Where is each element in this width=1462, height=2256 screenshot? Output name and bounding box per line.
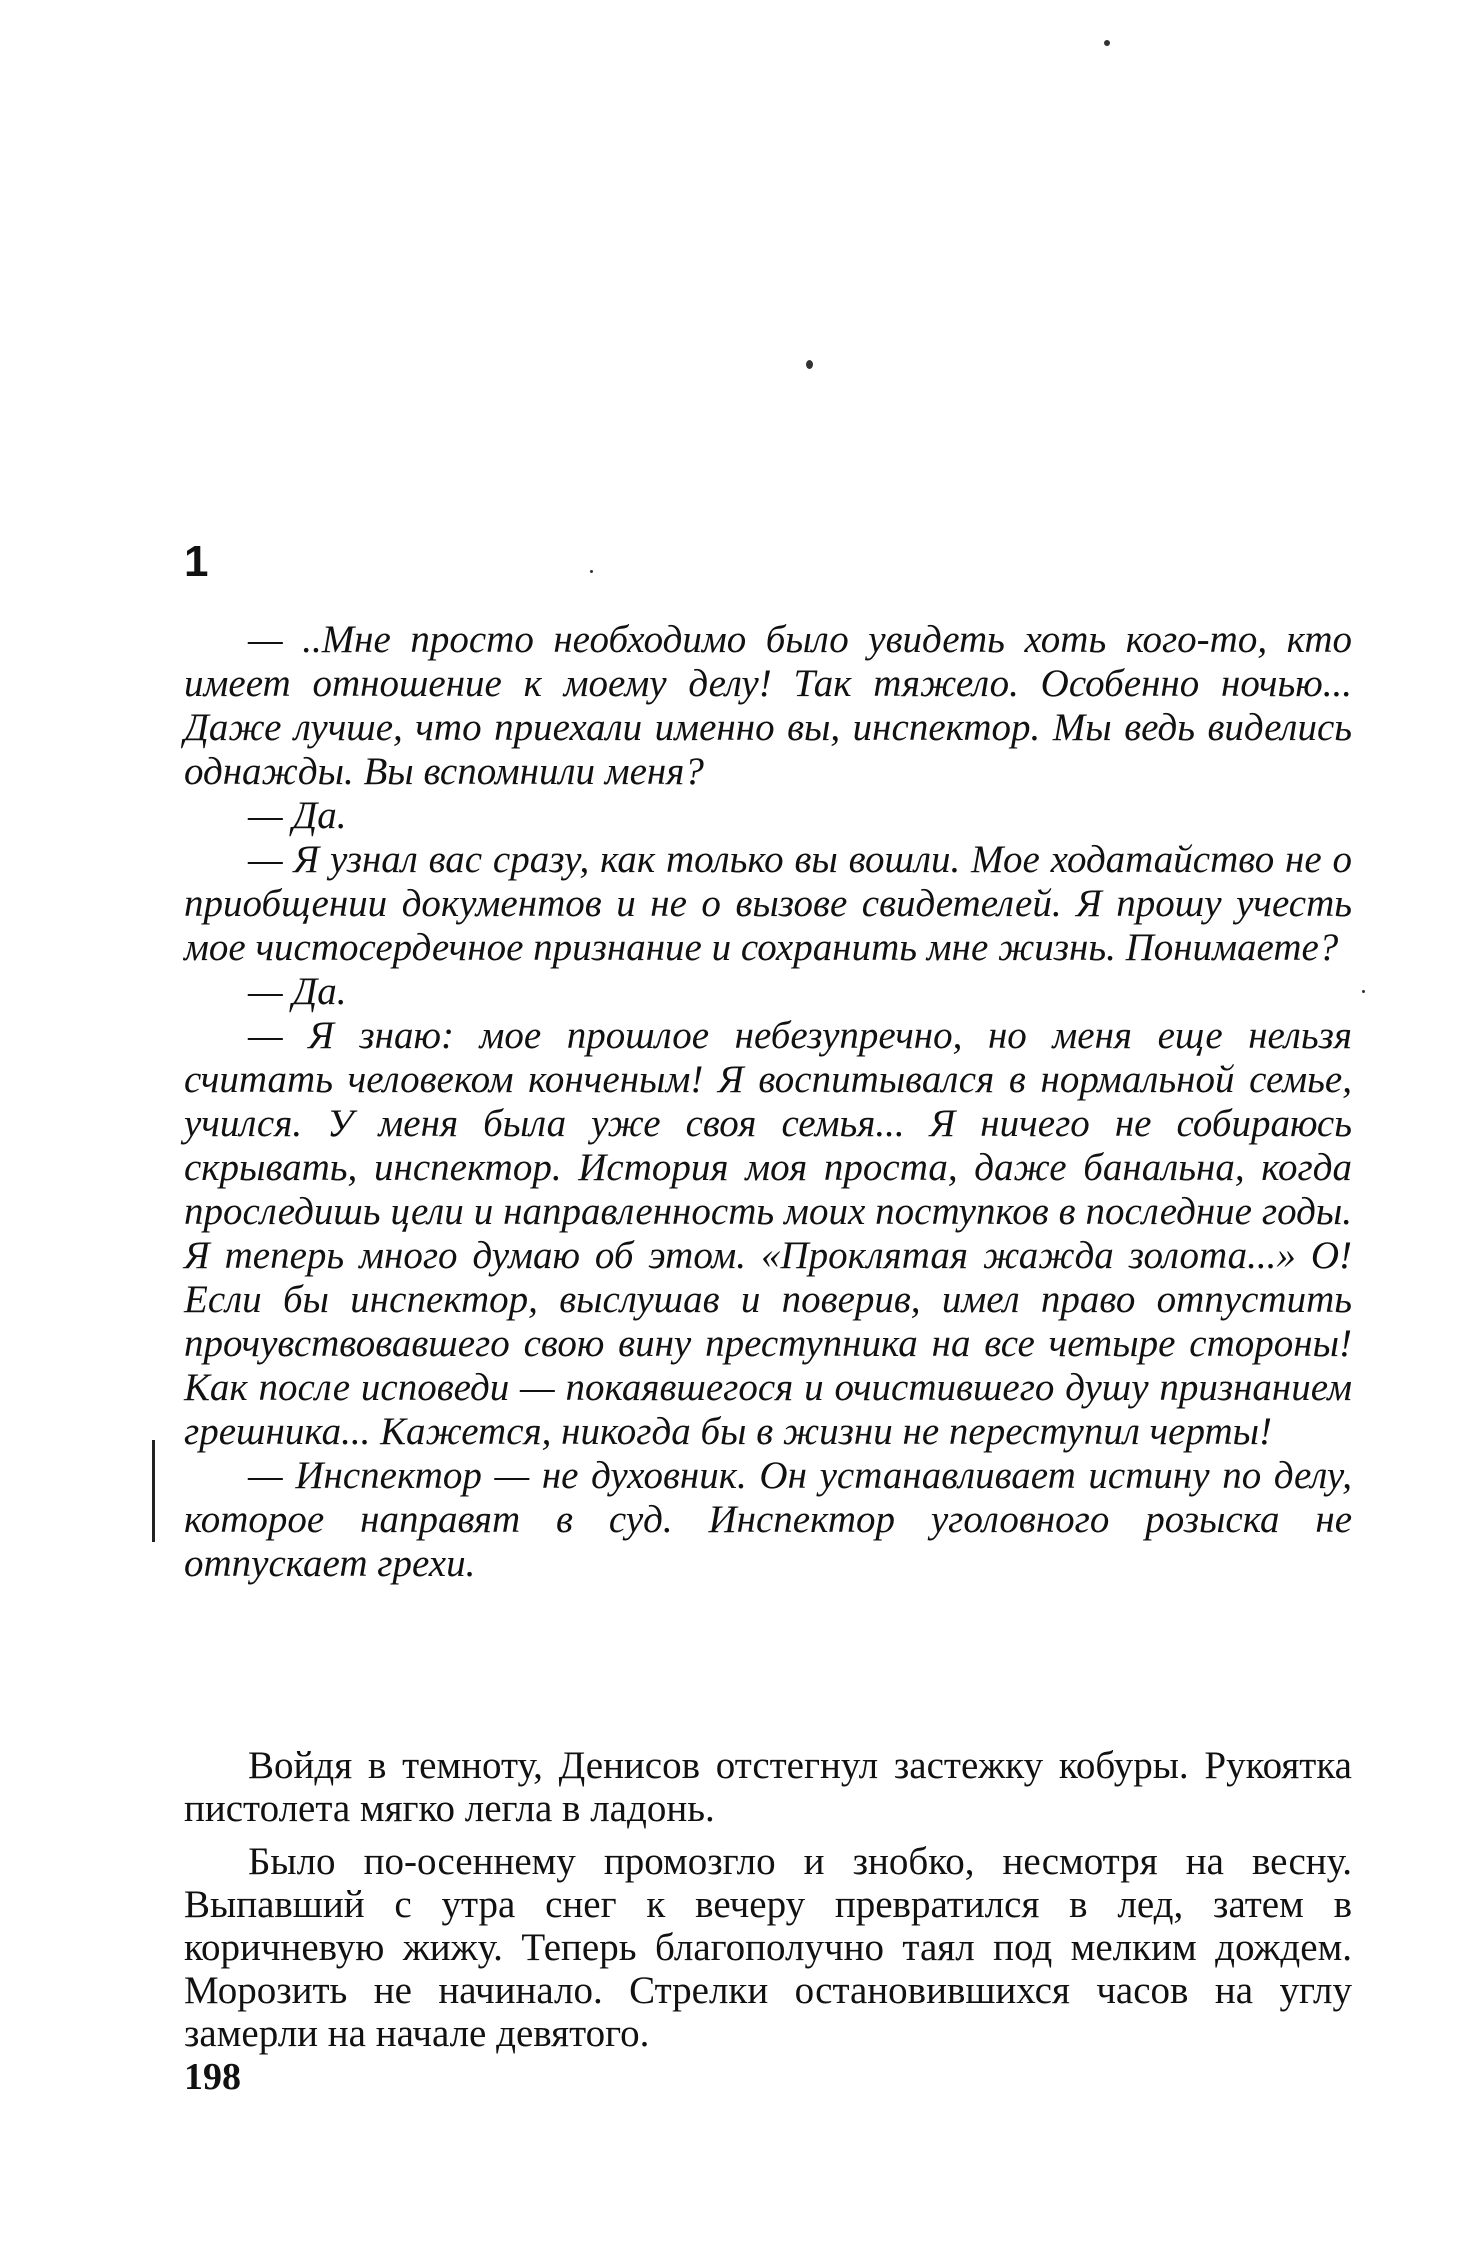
narrative-paragraph: Войдя в темноту, Денисов отстегнул застежку кобуры. Рукоятка пистолета мягко легла в ладонь. bbox=[184, 1744, 1352, 1830]
dialogue-paragraph: — Я узнал вас сразу, как только вы вошли. Мое ходатайство не о приобщении документов и не о вызове свидетелей. Я прошу учесть мое чистосердечное признание и сохранить мне жизнь. Понимаете? bbox=[184, 838, 1352, 969]
scan-speck bbox=[590, 570, 593, 573]
scan-speck bbox=[1104, 40, 1110, 46]
dialogue-paragraph: — Да. bbox=[248, 794, 347, 837]
scan-speck bbox=[1362, 990, 1365, 993]
page-number: 198 bbox=[184, 2056, 241, 2098]
narrative-section bbox=[184, 1744, 1352, 2055]
scan-speck bbox=[806, 360, 813, 369]
narrative-paragraph: Было по-осеннему промозгло и знобко, несмотря на весну. Выпавший с утра снег к вечеру превратился в лед, затем в коричневую жижу. Теперь благополучно таял под мелким дождем. Морозить не начинало. Стрелки остановившихся часов на углу замерли на начале девятого. bbox=[184, 1840, 1352, 2055]
dialogue-paragraph: — ..Мне просто необходимо было увидеть хоть кого-то, кто имеет отношение к моему делу! Так тяжело. Особенно ночью... Даже лучше, что приехали именно вы, инспектор. Мы ведь виделись однажды. Вы вспомнили меня? bbox=[184, 618, 1352, 793]
dialogue-paragraph: — Да. bbox=[248, 970, 347, 1013]
chapter-number: 1 bbox=[184, 537, 209, 586]
margin-mark bbox=[152, 1440, 155, 1542]
dialogue-paragraph: — Я знаю: мое прошлое небезупречно, но меня еще нельзя считать человеком конченым! Я воспитывался в нормальной семье, учился. У меня была уже своя семья... Я ничего не собираюсь скрывать, инспектор. История моя проста, даже банальна, когда проследишь цели и направленность моих поступков в последние годы. Я теперь много думаю об этом. «Проклятая жажда золота...» О! Если бы инспектор, выслушав и поверив, имел право отпустить прочувствовавшего свою вину преступника на все четыре стороны! Как после исповеди — покаявшегося и очистившего душу признанием грешника... Кажется, никогда бы в жизни не переступил черты! bbox=[184, 1014, 1352, 1453]
dialogue-paragraph: — Инспектор — не духовник. Он устанавливает истину по делу, которое направят в суд. Инспектор уголовного розыска не отпускает грехи. bbox=[184, 1454, 1352, 1585]
dialogue-section bbox=[184, 618, 1352, 1586]
